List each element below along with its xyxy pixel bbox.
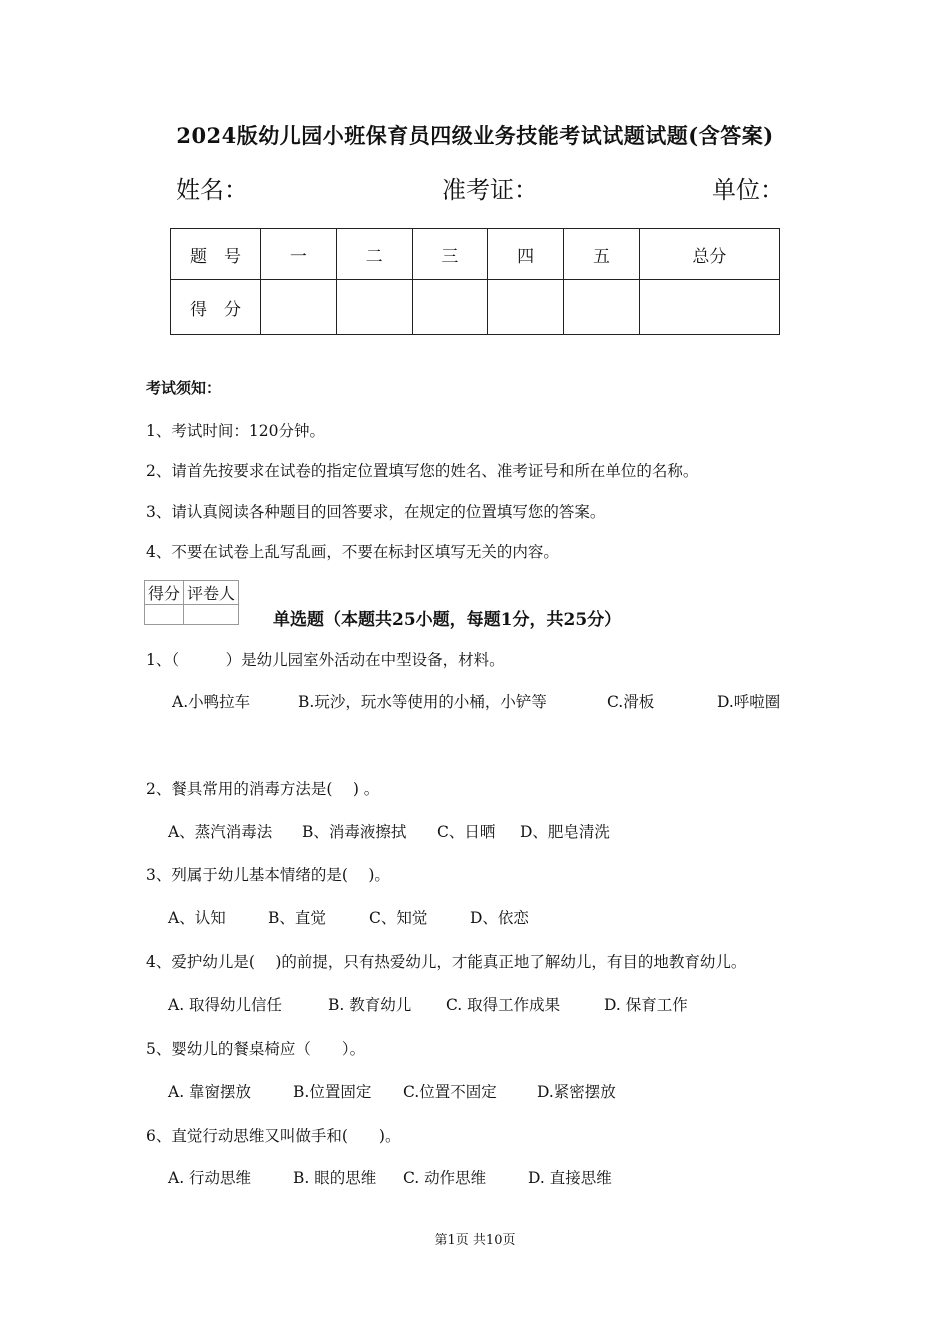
grader-name-cell[interactable] — [184, 605, 239, 625]
answer-option[interactable]: B、消毒液擦拭 — [302, 823, 407, 841]
ticket-field-label: 准考证： — [442, 176, 538, 204]
notice-item: 4、不要在试卷上乱写乱画，不要在标封区填写无关的内容。 — [146, 543, 559, 561]
answer-option[interactable]: A. 靠窗摆放 — [168, 1083, 252, 1101]
notice-item: 2、请首先按要求在试卷的指定位置填写您的姓名、准考证号和所在单位的名称。 — [146, 462, 699, 480]
answer-option[interactable]: C、知觉 — [369, 909, 428, 927]
answer-option[interactable]: C.位置不固定 — [403, 1083, 497, 1101]
answer-option[interactable]: B.玩沙，玩水等使用的小桶，小铲等 — [298, 693, 547, 711]
answer-option[interactable]: C. 取得工作成果 — [446, 996, 561, 1014]
score-table-header-cell: 四 — [488, 229, 564, 280]
answer-option[interactable]: B、直觉 — [268, 909, 326, 927]
answer-option[interactable]: A. 行动思维 — [168, 1169, 252, 1187]
score-table-header-cell: 一 — [261, 229, 337, 280]
answer-option[interactable]: D. 保育工作 — [604, 996, 688, 1014]
page-footer: 第1页 共10页 — [434, 1233, 516, 1248]
score-table-header-cell: 题 号 — [171, 229, 261, 280]
grader-score-cell[interactable] — [145, 605, 184, 625]
answer-option[interactable]: A、蒸汽消毒法 — [168, 823, 273, 841]
answer-option[interactable]: C、日晒 — [437, 823, 496, 841]
score-cell[interactable] — [261, 280, 337, 335]
question-stem: 2、餐具常用的消毒方法是( ) 。 — [146, 780, 380, 798]
grader-name-label: 评卷人 — [184, 581, 239, 605]
question-stem: 5、婴幼儿的餐桌椅应（ ）。 — [146, 1040, 366, 1058]
score-cell[interactable] — [564, 280, 640, 335]
unit-field-label: 单位： — [712, 176, 784, 204]
answer-option[interactable]: C.滑板 — [607, 693, 655, 711]
answer-option[interactable]: D、依恋 — [470, 909, 529, 927]
answer-option[interactable]: A. 取得幼儿信任 — [168, 996, 283, 1014]
notice-item: 1、考试时间：120分钟。 — [146, 422, 325, 440]
question-stem: 4、爱护幼儿是( )的前提，只有热爱幼儿，才能真正地了解幼儿，有目的地教育幼儿。 — [146, 953, 747, 971]
answer-option[interactable]: D. 直接思维 — [528, 1169, 612, 1187]
answer-option[interactable]: B. 眼的思维 — [293, 1169, 377, 1187]
score-table-header-cell: 五 — [564, 229, 640, 280]
answer-option[interactable]: D.呼啦圈 — [717, 693, 781, 711]
grader-box — [144, 580, 239, 625]
score-table-header-cell: 总分 — [639, 229, 779, 280]
name-field-label: 姓名： — [176, 176, 248, 204]
answer-option[interactable]: D、肥皂清洗 — [520, 823, 610, 841]
question-stem: 1、（ ）是幼儿园室外活动在中型设备，材料。 — [146, 651, 505, 669]
score-cell[interactable] — [336, 280, 412, 335]
answer-option[interactable]: D.紧密摆放 — [537, 1083, 616, 1101]
score-table-header-cell: 三 — [412, 229, 488, 280]
answer-option[interactable]: A.小鸭拉车 — [172, 693, 251, 711]
grader-score-label: 得分 — [145, 581, 184, 605]
question-stem: 3、列属于幼儿基本情绪的是( )。 — [146, 866, 390, 884]
question-stem: 6、直觉行动思维又叫做手和( )。 — [146, 1127, 401, 1145]
score-cell[interactable] — [412, 280, 488, 335]
score-cell[interactable] — [488, 280, 564, 335]
answer-option[interactable]: B. 教育幼儿 — [328, 996, 412, 1014]
section-title: 单选题（本题共25小题，每题1分，共25分） — [273, 610, 622, 630]
notice-item: 3、请认真阅读各种题目的回答要求，在规定的位置填写您的答案。 — [146, 503, 606, 521]
score-row-label: 得 分 — [171, 280, 261, 335]
score-cell[interactable] — [639, 280, 779, 335]
score-table-header-cell: 二 — [336, 229, 412, 280]
answer-option[interactable]: C. 动作思维 — [403, 1169, 487, 1187]
score-table — [170, 228, 780, 335]
page-title: 2024版幼儿园小班保育员四级业务技能考试试题试题(含答案) — [176, 123, 774, 148]
answer-option[interactable]: B.位置固定 — [293, 1083, 372, 1101]
notice-title: 考试须知： — [146, 379, 222, 397]
answer-option[interactable]: A、认知 — [168, 909, 226, 927]
